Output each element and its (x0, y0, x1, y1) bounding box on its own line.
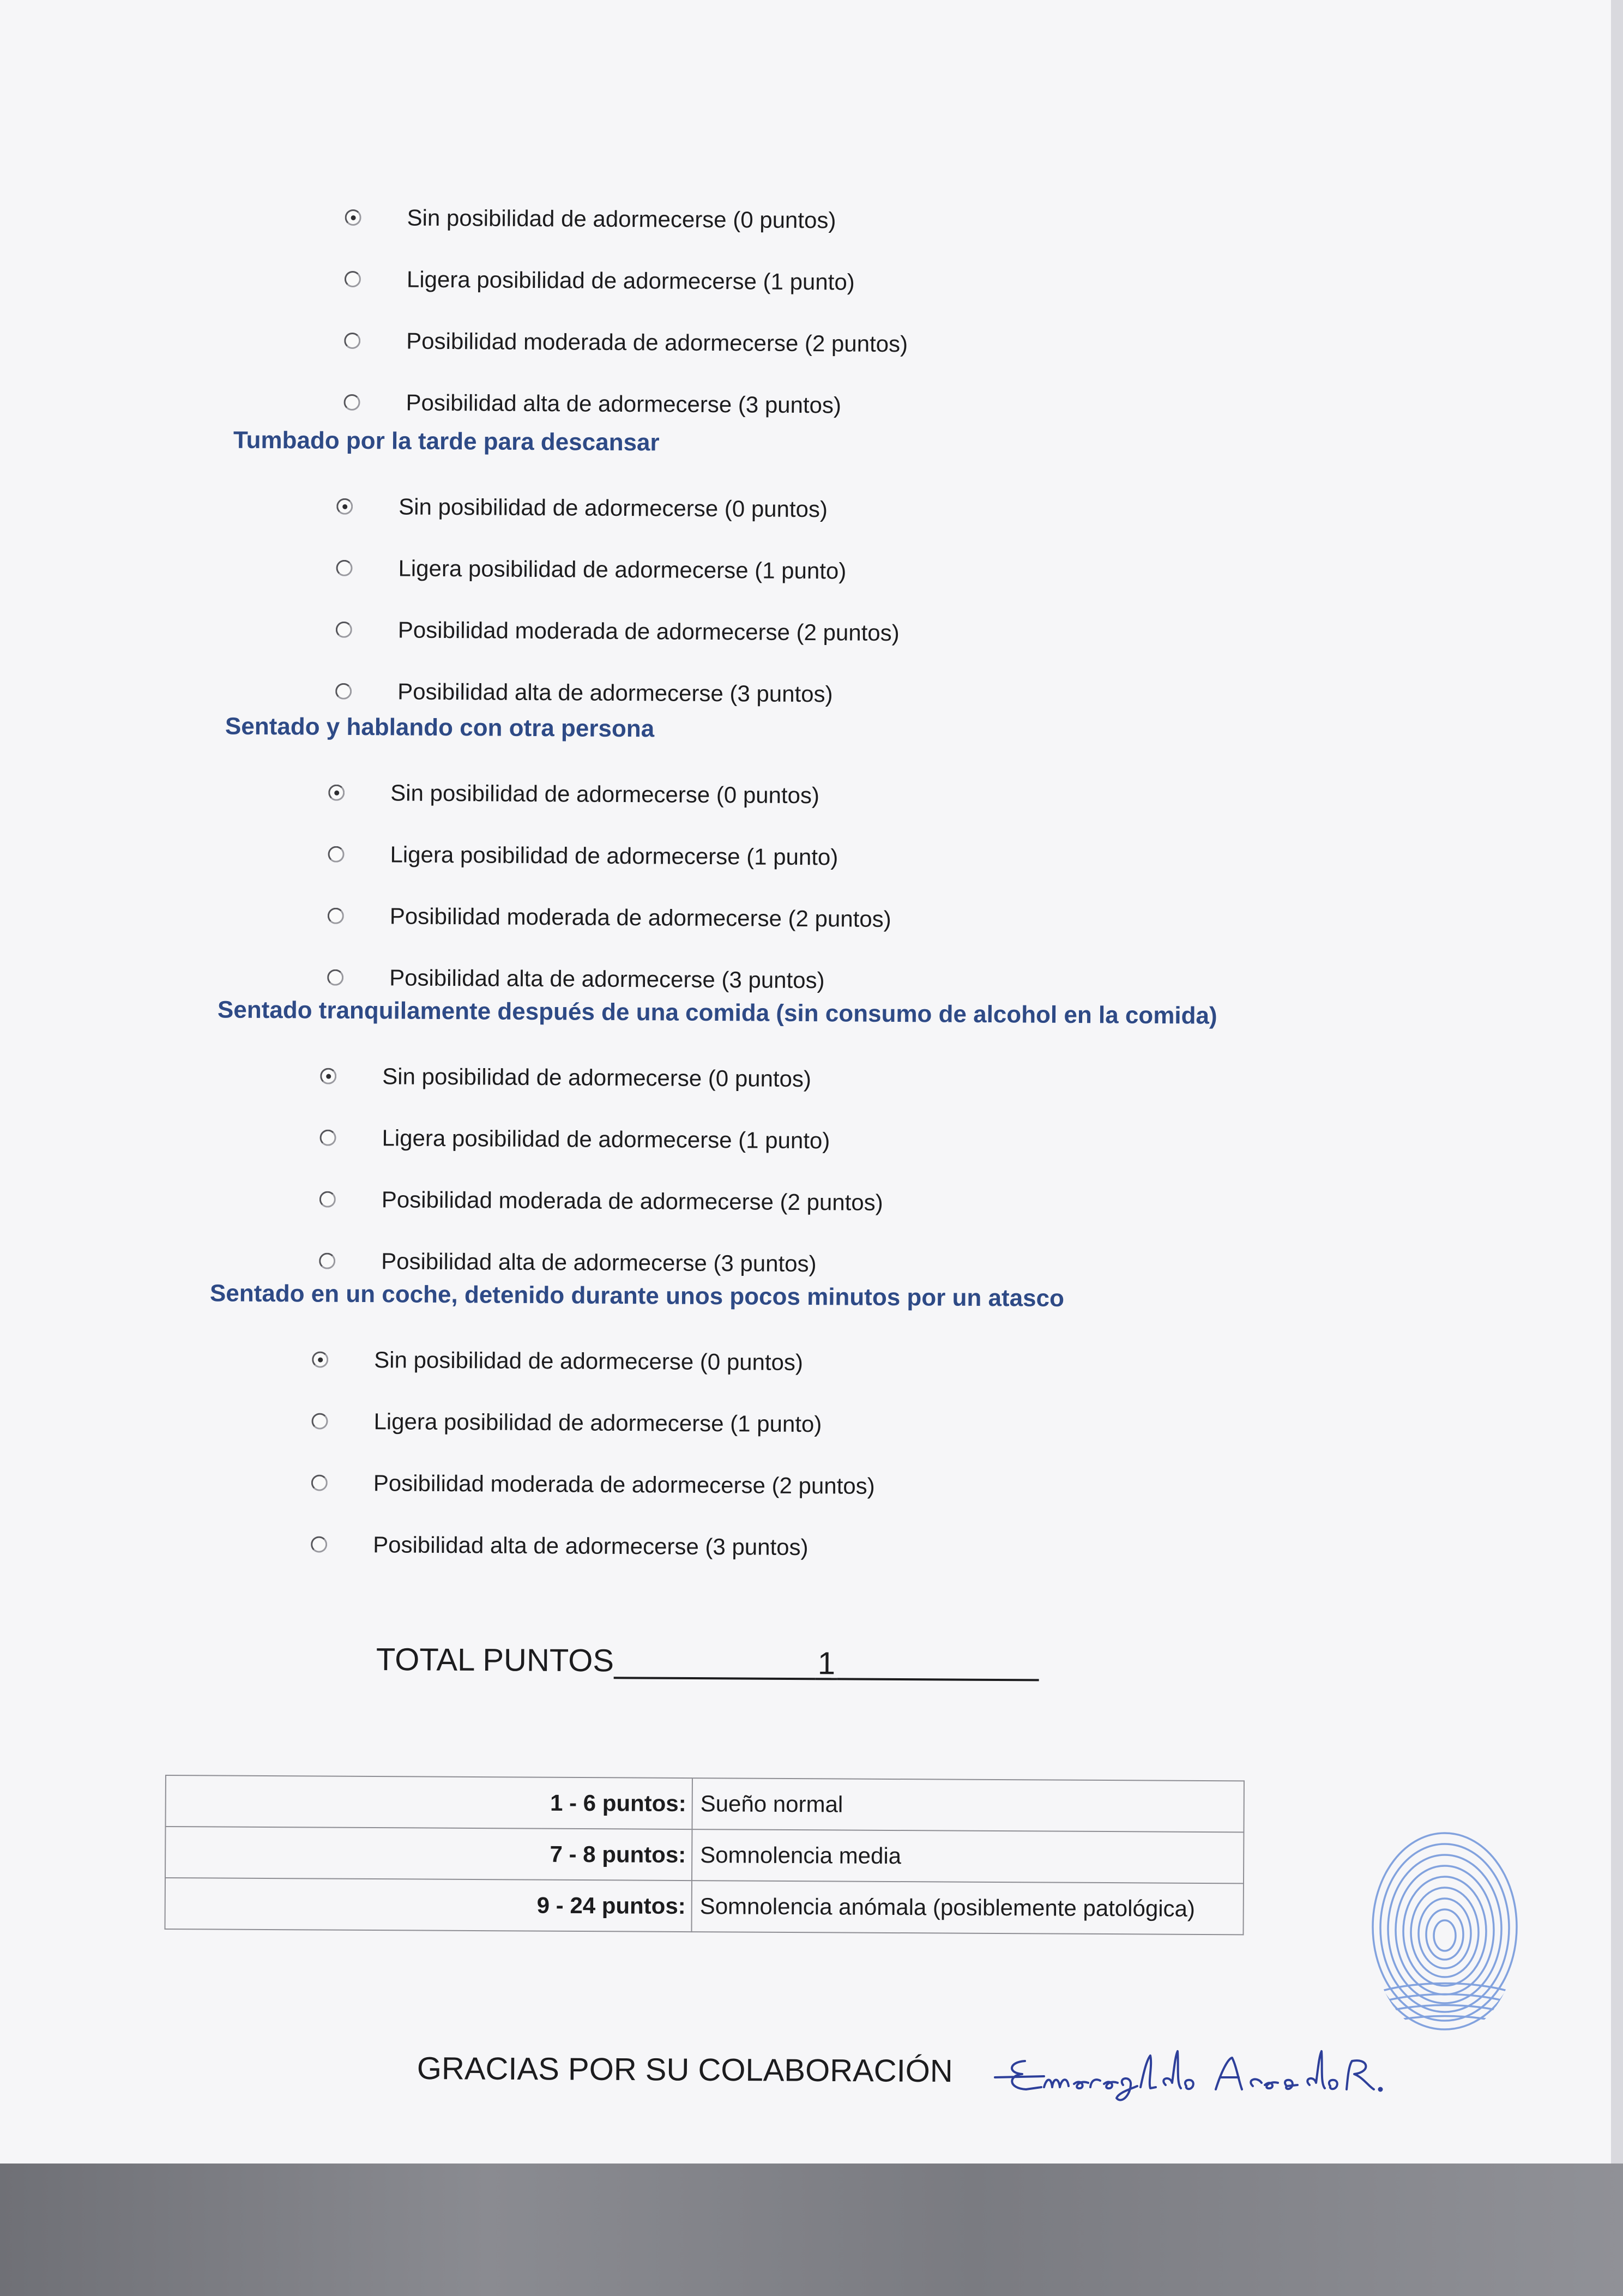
answer-option[interactable] (311, 1405, 822, 1441)
radio-empty-icon[interactable] (311, 1413, 328, 1429)
question-title: Sentado tranquilamente después de una comida (sin consumo de alcohol en la comida) (217, 996, 1217, 1029)
answer-option-label: Posibilidad moderada de adormecerse (2 puntos) (397, 617, 900, 646)
question-title: Sentado en un coche, detenido durante unos pocos minutos por un atasco (209, 1280, 1065, 1312)
radio-empty-icon[interactable] (344, 333, 360, 349)
answer-option[interactable] (327, 961, 825, 997)
answer-option[interactable] (319, 1245, 817, 1281)
answer-option-label: Posibilidad moderada de adormecerse (2 puntos) (373, 1470, 875, 1499)
radio-selected-icon[interactable] (320, 1068, 336, 1084)
total-points-value: 1 (816, 1645, 837, 1680)
answer-option-label: Posibilidad moderada de adormecerse (2 puntos) (381, 1186, 883, 1215)
answer-option-label: Sin posibilidad de adormecerse (0 puntos) (407, 204, 836, 233)
answer-option-label: Ligera posibilidad de adormecerse (1 punto) (390, 841, 838, 870)
radio-empty-icon[interactable] (345, 271, 361, 287)
radio-selected-icon[interactable] (336, 498, 353, 515)
score-scale-table (165, 1775, 1245, 1935)
fingerprint-mark (1363, 1816, 1527, 2045)
answer-option[interactable] (319, 1122, 830, 1158)
answer-option[interactable] (335, 675, 833, 711)
answer-option-label: Posibilidad alta de adormecerse (3 puntos) (397, 678, 833, 707)
answer-option-label: Posibilidad alta de adormecerse (3 puntos) (373, 1532, 809, 1560)
answer-option[interactable] (336, 613, 900, 649)
answer-option-label: Sin posibilidad de adormecerse (0 puntos) (382, 1063, 812, 1092)
radio-empty-icon[interactable] (336, 622, 352, 638)
answer-option[interactable] (328, 900, 891, 936)
radio-empty-icon[interactable] (311, 1474, 328, 1491)
radio-selected-icon[interactable] (312, 1351, 328, 1367)
total-line-right (837, 1645, 1039, 1681)
answer-option-label: Ligera posibilidad de adormecerse (1 punto) (382, 1125, 830, 1154)
answer-option-label: Sin posibilidad de adormecerse (0 puntos) (374, 1347, 804, 1375)
answer-option-label: Posibilidad alta de adormecerse (3 puntos) (406, 389, 842, 418)
radio-selected-icon[interactable] (328, 785, 345, 801)
radio-empty-icon[interactable] (319, 1191, 336, 1208)
radio-empty-icon[interactable] (328, 908, 344, 924)
answer-option[interactable] (345, 263, 855, 299)
answer-option-label: Posibilidad moderada de adormecerse (2 puntos) (406, 328, 908, 357)
answer-option-label: Sin posibilidad de adormecerse (0 puntos) (390, 780, 820, 809)
total-line-left (614, 1644, 816, 1680)
radio-empty-icon[interactable] (311, 1536, 327, 1552)
answer-option-label: Ligera posibilidad de adormecerse (1 punto) (398, 555, 847, 584)
scale-row (166, 1775, 1244, 1832)
answer-option-label: Ligera posibilidad de adormecerse (1 punto) (373, 1408, 822, 1437)
radio-selected-icon[interactable] (345, 209, 361, 226)
answer-option-label: Posibilidad alta de adormecerse (3 puntos) (381, 1248, 817, 1277)
answer-option[interactable] (343, 386, 841, 422)
radio-empty-icon[interactable] (319, 1130, 336, 1146)
scale-meaning: Somnolencia media (692, 1829, 1244, 1883)
scale-meaning: Sueño normal (692, 1778, 1244, 1832)
answer-option[interactable] (328, 776, 819, 812)
radio-empty-icon[interactable] (336, 560, 352, 576)
answer-option-label: Posibilidad moderada de adormecerse (2 puntos) (389, 903, 891, 932)
question-title: Sentado y hablando con otra persona (225, 713, 655, 743)
answer-option[interactable] (319, 1183, 883, 1219)
answer-option[interactable] (311, 1466, 875, 1502)
total-points-label: TOTAL PUNTOS (376, 1642, 614, 1679)
total-points (376, 1641, 1040, 1681)
scale-range: 7 - 8 puntos: (165, 1827, 692, 1881)
answer-option[interactable] (336, 552, 846, 588)
answer-option-label: Sin posibilidad de adormecerse (0 puntos) (399, 493, 828, 522)
radio-empty-icon[interactable] (319, 1253, 335, 1269)
page-edge-shadow (1611, 0, 1623, 2164)
answer-option-label: Ligera posibilidad de adormecerse (1 punto) (406, 266, 855, 295)
answer-option[interactable] (336, 490, 828, 526)
question-title: Tumbado por la tarde para descansar (233, 426, 660, 456)
handwritten-signature (992, 2039, 1450, 2110)
answer-option-label: Posibilidad alta de adormecerse (3 puntos) (389, 965, 825, 993)
scale-meaning: Somnolencia anómala (posiblemente patológica) (692, 1881, 1244, 1935)
thanks-message: GRACIAS POR SU COLABORACIÓN (417, 2051, 953, 2089)
answer-option[interactable] (345, 201, 836, 237)
scanner-background (0, 2164, 1623, 2296)
radio-empty-icon[interactable] (335, 683, 352, 700)
answer-option[interactable] (311, 1528, 809, 1564)
radio-empty-icon[interactable] (343, 394, 360, 411)
scale-row (165, 1878, 1244, 1935)
answer-option[interactable] (312, 1343, 803, 1379)
scale-range: 9 - 24 puntos: (165, 1878, 692, 1932)
answer-option[interactable] (320, 1060, 811, 1096)
answer-option[interactable] (344, 324, 908, 360)
radio-empty-icon[interactable] (328, 846, 344, 863)
radio-empty-icon[interactable] (327, 969, 343, 986)
answer-option[interactable] (328, 838, 838, 874)
scale-row (165, 1827, 1244, 1883)
scale-range: 1 - 6 puntos: (166, 1775, 692, 1829)
